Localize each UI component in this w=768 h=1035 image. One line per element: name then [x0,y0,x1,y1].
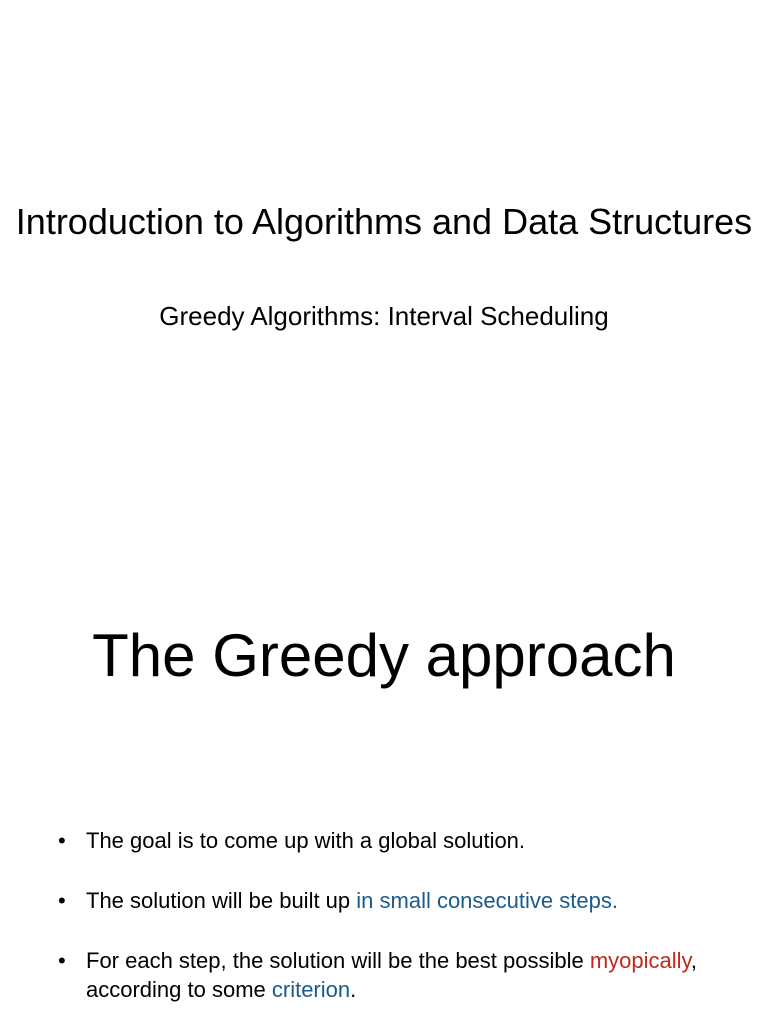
bullet-text: For each step, the solution will be the best possible [86,948,590,973]
bullet-item-3 [58,946,748,1004]
bullet-dot-icon: • [58,888,66,913]
bullet-text-suffix: . [350,977,357,1002]
bullet-dot-icon: • [58,948,66,973]
highlighted-text-blue: criterion [271,977,351,1002]
section-heading: The Greedy approach [92,622,676,689]
slide-subtitle: Greedy Algorithms: Interval Scheduling [159,301,609,331]
bullet-text: The goal is to come up with a global solution. [86,828,526,853]
bullet-text-middle: , according to some [86,948,698,1002]
slide-title: Introduction to Algorithms and Data Structures [15,201,753,242]
highlighted-text-red: myopically [589,948,691,973]
bullet-list [58,826,748,1035]
bullet-item-1 [58,826,748,855]
bullet-item-2 [58,886,748,915]
bullet-text: The solution will be built up [86,888,357,913]
highlighted-text: in small consecutive steps. [356,888,618,913]
bullet-dot-icon: • [58,828,66,853]
